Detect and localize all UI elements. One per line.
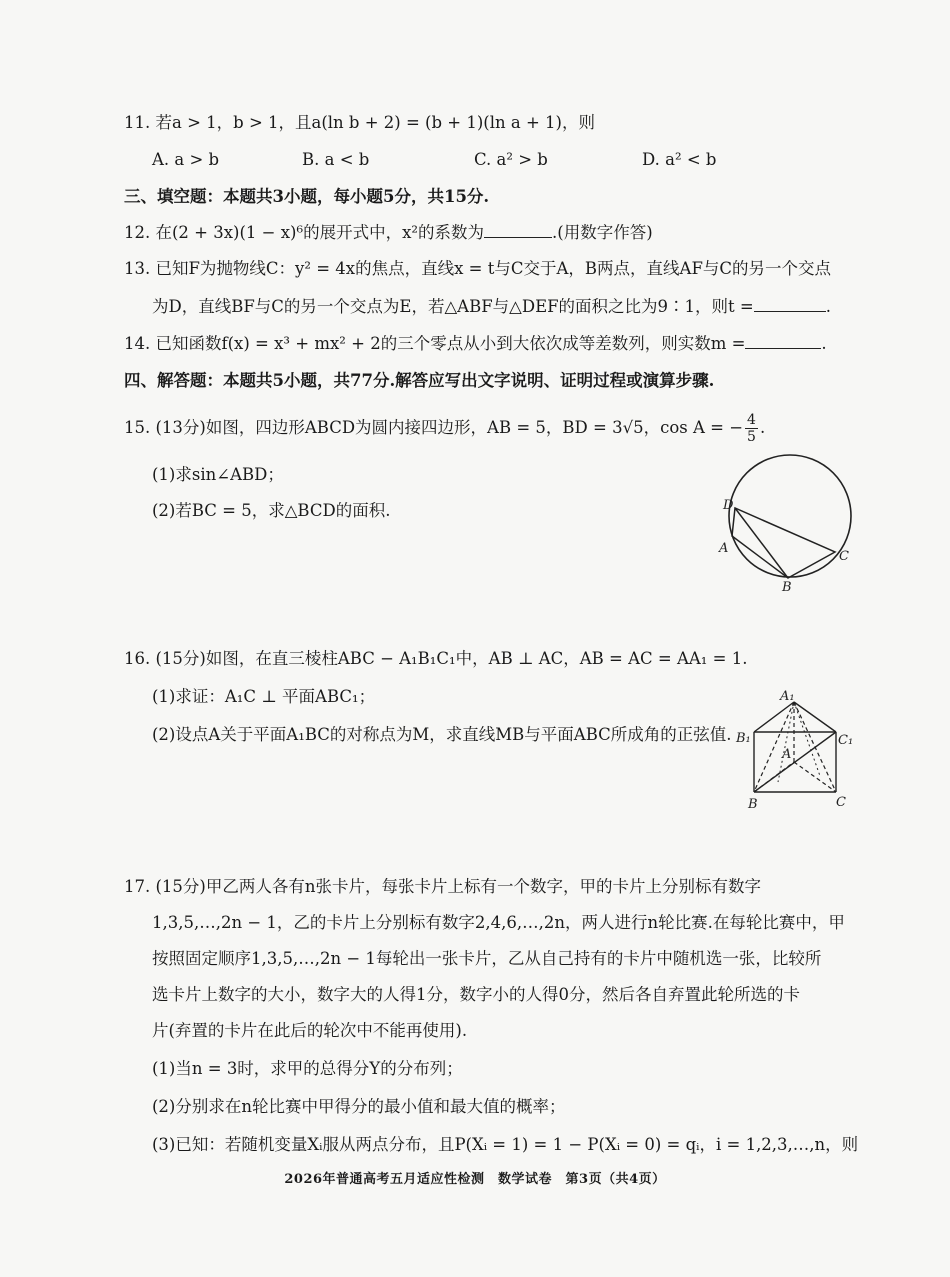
q16-label-b: B xyxy=(748,797,758,812)
q14-tail: . xyxy=(821,334,827,353)
q17-line5: 片(弃置的卡片在此后的轮次中不能再使用). xyxy=(152,1021,468,1040)
q15-label-d: D xyxy=(723,498,734,513)
q12-answer-blank xyxy=(484,222,552,238)
q11-stem: 11. 若a > 1，b > 1，且a(ln b + 2) = (b + 1)(ln a + 1)，则 xyxy=(124,113,595,132)
q14-text: 14. 已知函数f(x) = x³ + mx² + 2的三个零点从小到大依次成等差数列，则实数m = xyxy=(124,334,746,353)
q16-label-a: A xyxy=(782,747,792,762)
q16-part1: (1)求证：A₁C ⊥ 平面ABC₁； xyxy=(152,687,376,706)
q15-part1: (1)求sin∠ABD； xyxy=(152,465,284,484)
q15-stem xyxy=(124,412,765,445)
q15-part2: (2)若BC = 5，求△BCD的面积. xyxy=(152,501,391,520)
q15-stem-text: 15. (13分)如图，四边形ABCD为圆内接四边形，AB = 5，BD = 3√5，cos A = − xyxy=(124,418,744,437)
q11-option-a: A. a > b xyxy=(152,150,220,169)
q16-label-a1: A₁ xyxy=(780,689,795,704)
q12 xyxy=(124,222,653,244)
q16-prism-figure xyxy=(730,686,860,816)
q16-part2: (2)设点A关于平面A₁BC的对称点为M，求直线MB与平面ABC所成角的正弦值. xyxy=(152,725,732,744)
q15-fraction-denominator: 5 xyxy=(747,429,756,445)
q13-answer-blank xyxy=(754,296,826,312)
q15-quadrilateral xyxy=(732,508,835,578)
q16-label-b1: B₁ xyxy=(736,731,751,746)
section-4-heading: 四、解答题：本题共5小题，共77分.解答应写出文字说明、证明过程或演算步骤. xyxy=(124,371,715,390)
q15-circle xyxy=(729,455,851,577)
q17-line3: 按照固定顺序1,3,5,…,2n − 1每轮出一张卡片，乙从自己持有的卡片中随机选一张，比较所 xyxy=(152,949,822,968)
q11-option-b: B. a < b xyxy=(302,150,370,169)
q17-line4: 选卡片上数字的大小，数字大的人得1分，数字小的人得0分，然后各自弃置此轮所选的卡 xyxy=(152,985,800,1004)
q15-label-a: A xyxy=(719,541,729,556)
q12-text: 12. 在(2 + 3x)(1 − x)⁶的展开式中，x²的系数为 xyxy=(124,223,485,242)
q15-circle-figure xyxy=(715,448,865,598)
q13-line1: 13. 已知F为抛物线C：y² = 4x的焦点，直线x = t与C交于A，B两点，直线AF与C的另一个交点 xyxy=(124,259,832,278)
q17-part1: (1)当n = 3时，求甲的总得分Y的分布列； xyxy=(152,1059,463,1078)
section-3-heading: 三、填空题：本题共3小题，每小题5分，共15分. xyxy=(124,187,490,206)
q12-tail: .(用数字作答) xyxy=(552,223,653,242)
q15-label-c: C xyxy=(839,549,849,564)
q13-tail: . xyxy=(825,297,832,316)
q15-fraction-numerator: 4 xyxy=(747,412,756,428)
q17-line1: 17. (15分)甲乙两人各有n张卡片，每张卡片上标有一个数字，甲的卡片上分别标有数字 xyxy=(124,877,761,896)
q16-label-c: C xyxy=(836,795,846,810)
q16-stem: 16. (15分)如图，在直三棱柱ABC − A₁B₁C₁中，AB ⊥ AC，AB = AC = AA₁ = 1. xyxy=(124,649,748,668)
page-footer: 2026年普通高考五月适应性检测 数学试卷 第3页（共4页） xyxy=(284,1172,666,1187)
q15-fraction xyxy=(745,412,758,445)
q14-answer-blank xyxy=(745,333,821,349)
q15-label-b: B xyxy=(782,580,792,595)
q17-part3: (3)已知：若随机变量Xᵢ服从两点分布，且P(Xᵢ = 1) = 1 − P(Xᵢ = 0) = qᵢ，i = 1,2,3,…,n，则 xyxy=(152,1135,859,1154)
q13-line2 xyxy=(152,296,831,318)
q14 xyxy=(124,333,827,355)
q11-option-d: D. a² < b xyxy=(642,150,717,169)
q11-option-c: C. a² > b xyxy=(474,150,548,169)
q16-label-c1: C₁ xyxy=(838,733,854,748)
q17-part2: (2)分别求在n轮比赛中甲得分的最小值和最大值的概率； xyxy=(152,1097,566,1116)
q15-fraction-tail: . xyxy=(759,418,766,437)
q17-line2: 1,3,5,…,2n − 1，乙的卡片上分别标有数字2,4,6,…,2n，两人进行n轮比赛.在每轮比赛中，甲 xyxy=(152,913,845,932)
q13-line2-text: 为D，直线BF与C的另一个交点为E，若△ABF与△DEF的面积之比为9∶1，则t = xyxy=(152,297,754,316)
q15-diagonal-bd xyxy=(735,508,788,578)
